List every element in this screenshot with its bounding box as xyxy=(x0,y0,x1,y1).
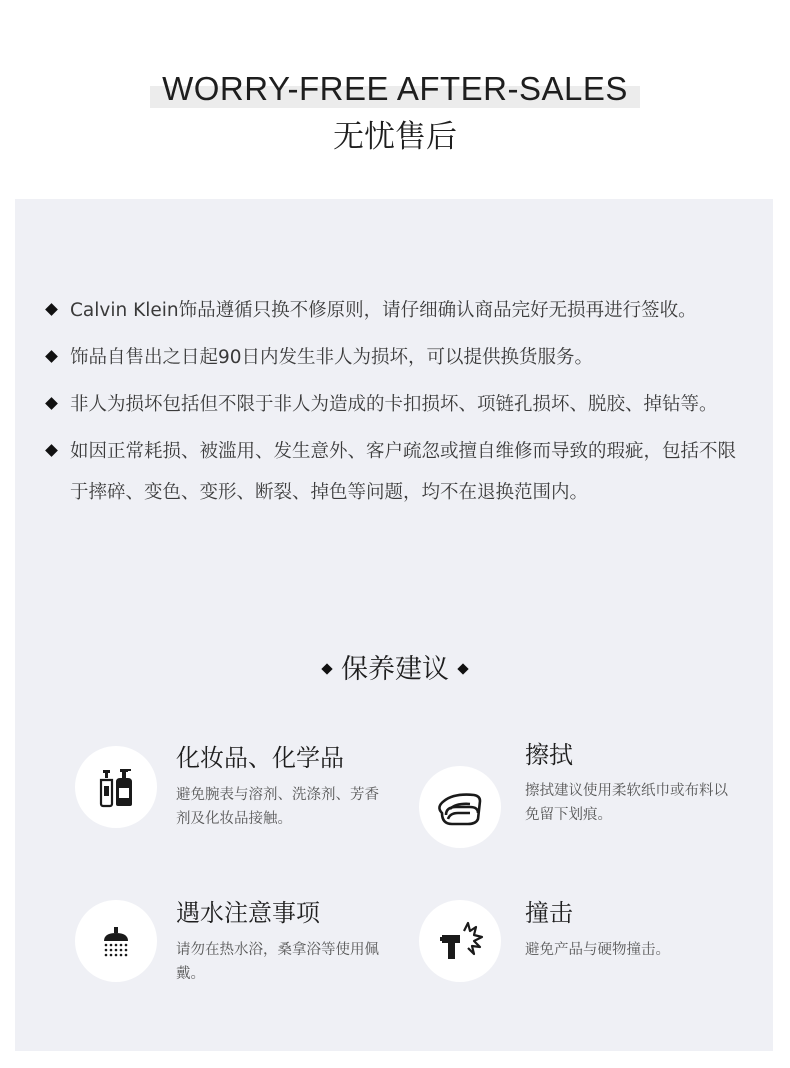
note-text: 饰品自售出之日起90日内发生非人为损坏，可以提供换货服务。 xyxy=(70,347,594,368)
care-title-text: 保养建议 xyxy=(341,654,449,685)
folded-towel-icon xyxy=(419,766,501,848)
diamond-bullet-icon xyxy=(45,303,58,316)
diamond-bullet-icon xyxy=(45,444,58,457)
note-item xyxy=(44,384,744,425)
care-item-desc: 避免腕表与溶剂、洗涤剂、芳香剂及化妆品接触。 xyxy=(176,787,379,827)
note-text: Calvin Klein饰品遵循只换不修原则，请仔细确认商品完好无损再进行签收。 xyxy=(70,300,697,321)
care-item-name: 撞击 xyxy=(525,899,573,927)
shower-icon xyxy=(75,900,157,982)
note-text: 如因正常耗损、被滥用、发生意外、客户疏忽或擅自维修而导致的瑕疵，包括不限于摔碎、变色、变形、断裂、掉色等问题，均不在退换范围内。 xyxy=(70,441,737,503)
diamond-bullet-icon xyxy=(45,350,58,363)
hammer-impact-icon xyxy=(419,900,501,982)
care-section-title xyxy=(0,650,790,690)
cosmetics-bottles-icon xyxy=(75,746,157,828)
title-cn: 无忧售后 xyxy=(333,119,457,155)
header-en xyxy=(0,66,790,112)
care-item-desc: 擦拭建议使用柔软纸巾或布料以免留下划痕。 xyxy=(525,783,728,823)
diamond-left-icon xyxy=(321,663,332,674)
notes-list xyxy=(44,290,744,513)
note-item xyxy=(44,431,744,513)
care-item-desc: 请勿在热水浴，桑拿浴等使用佩戴。 xyxy=(176,942,379,982)
diamond-bullet-icon xyxy=(45,397,58,410)
care-item-desc: 避免产品与硬物撞击。 xyxy=(525,942,670,958)
note-item xyxy=(44,290,744,331)
note-text: 非人为损坏包括但不限于非人为造成的卡扣损坏、项链孔损坏、脱胶、掉钻等。 xyxy=(70,394,718,415)
note-item xyxy=(44,337,744,378)
care-item-name: 遇水注意事项 xyxy=(176,899,320,927)
title-en: WORRY-FREE AFTER-SALES xyxy=(162,70,628,107)
diamond-right-icon xyxy=(457,663,468,674)
care-item-name: 化妆品、化学品 xyxy=(176,744,344,772)
title-en-box xyxy=(150,66,640,112)
care-item-name: 擦拭 xyxy=(525,741,573,769)
